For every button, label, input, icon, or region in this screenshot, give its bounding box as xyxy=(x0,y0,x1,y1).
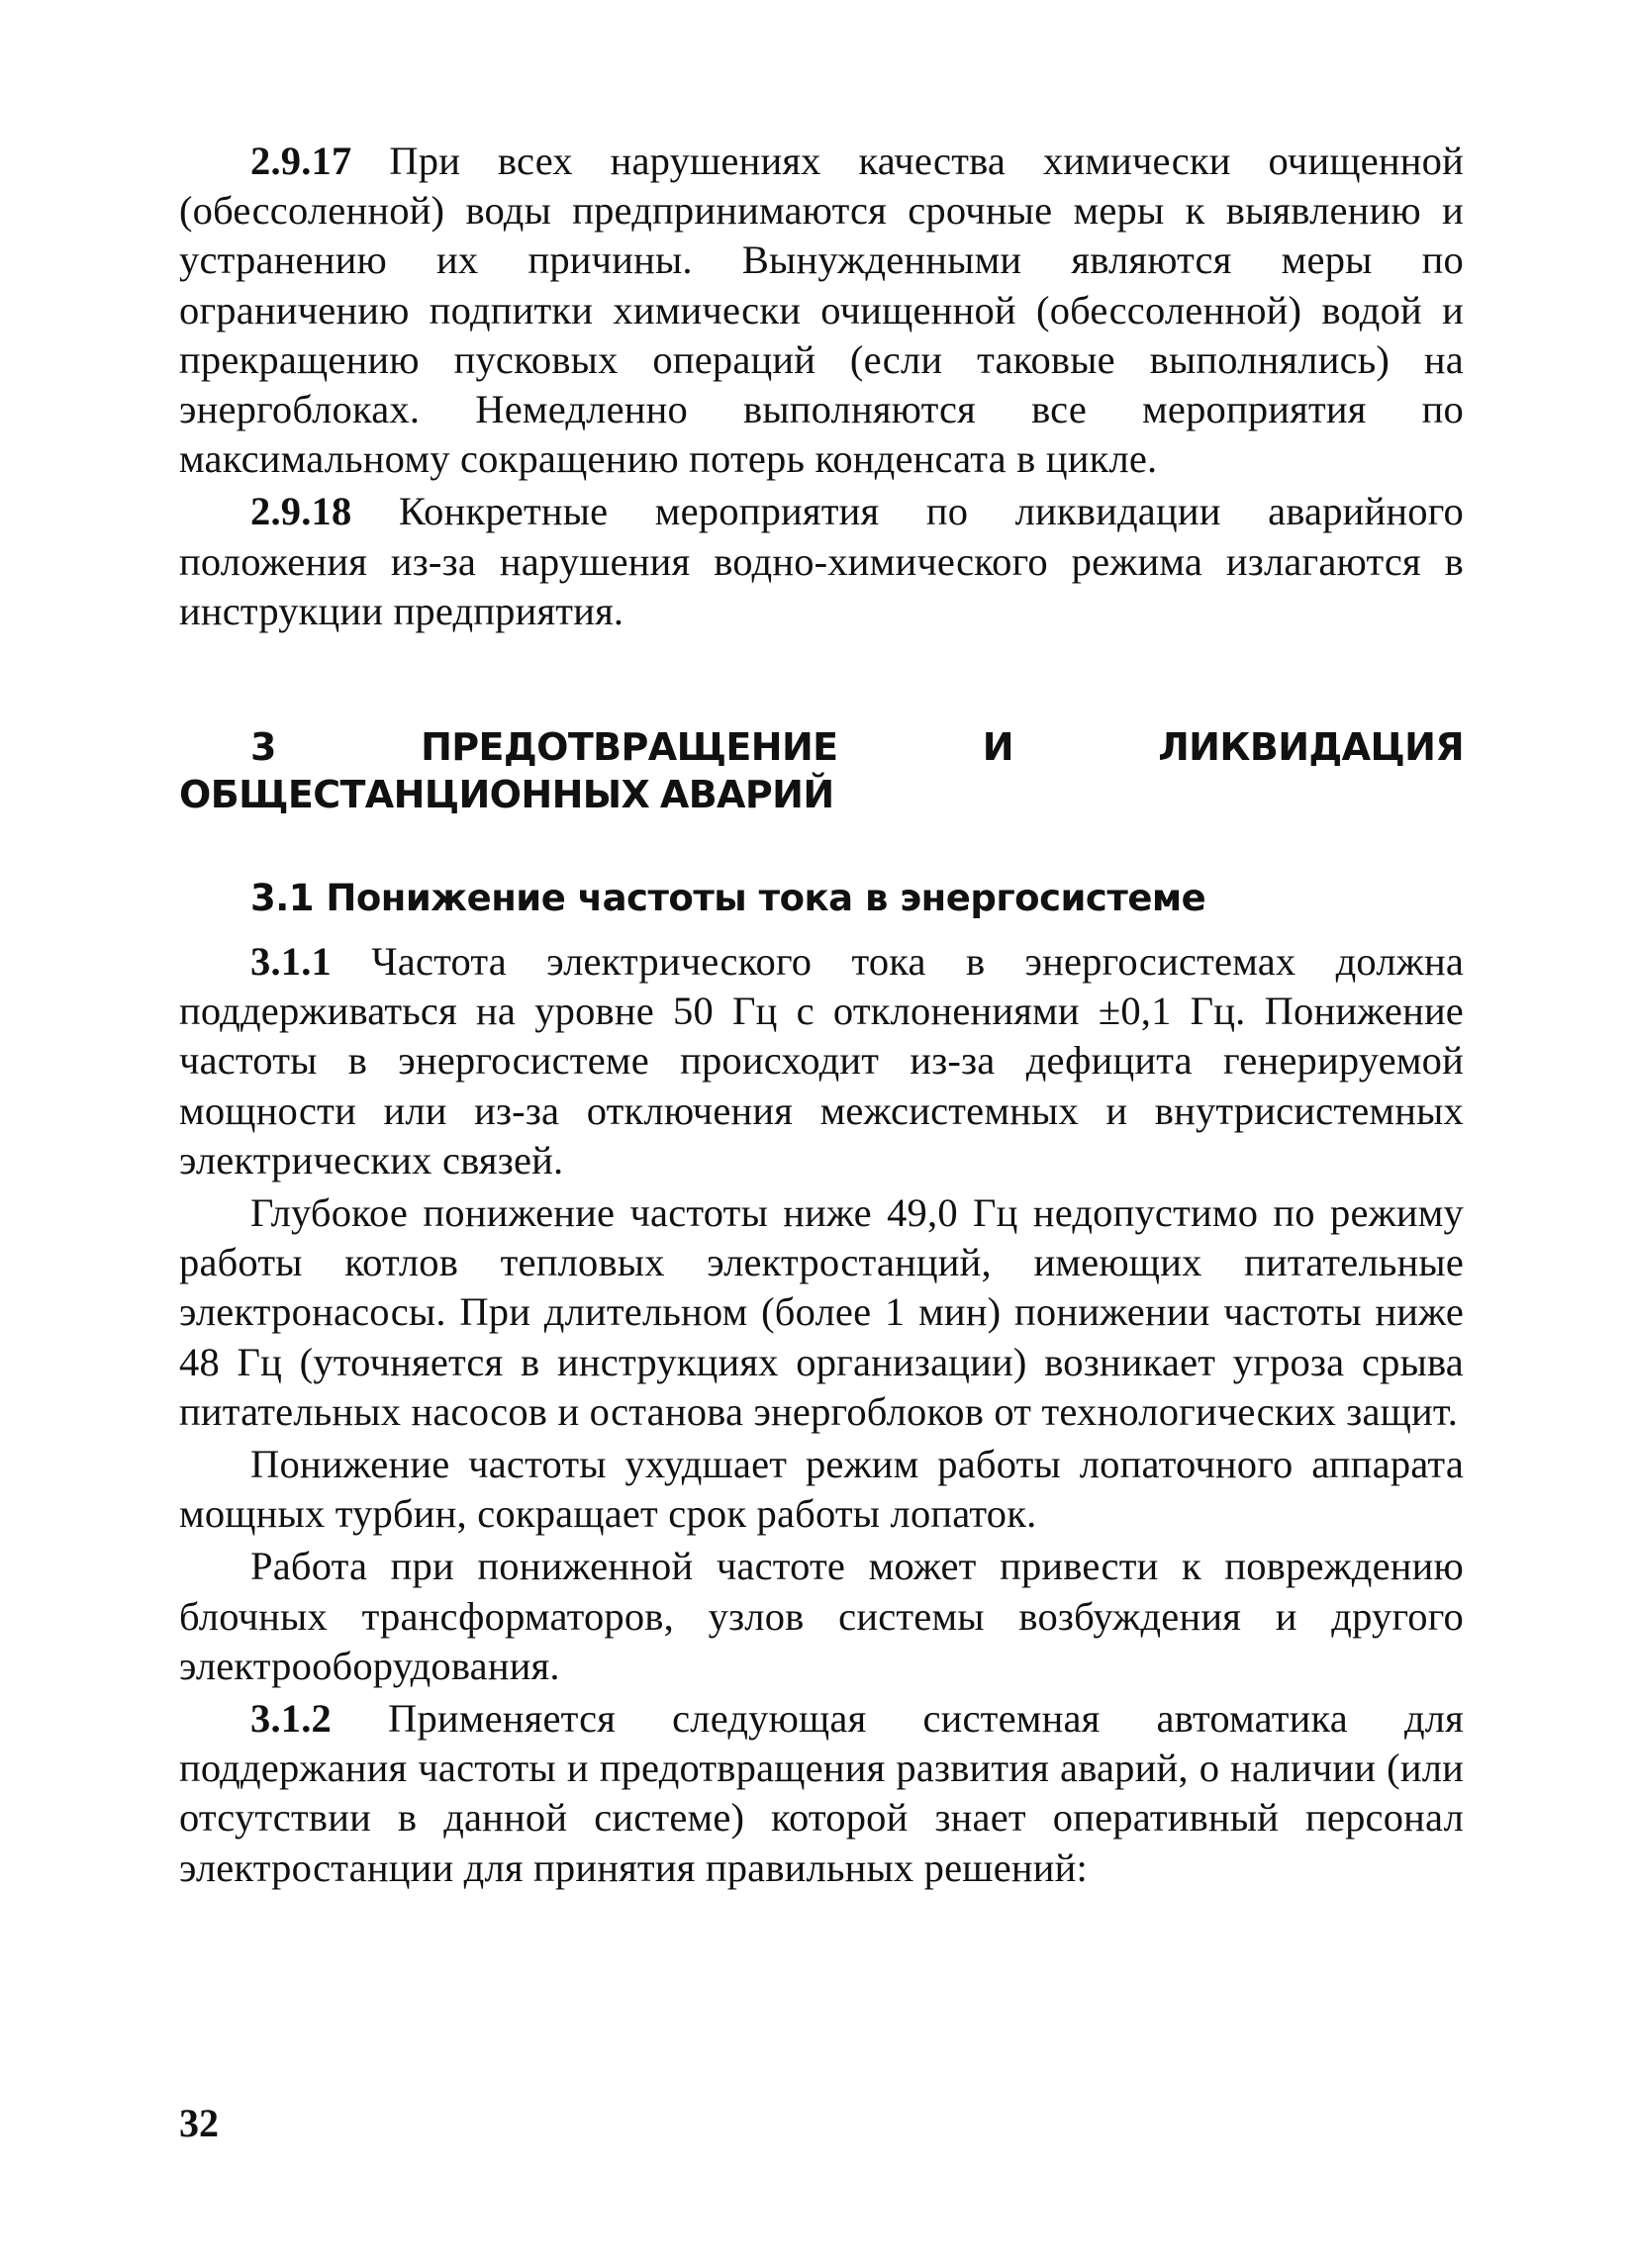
subsection-title: 3.1 Понижение частоты тока в энергосистеме xyxy=(250,877,1206,920)
paragraph-turbine-effect xyxy=(179,1440,1464,1539)
paragraph-text: Частота электрического тока в энергосистемах должна поддерживаться на уровне 50 Гц с отклонениями ±0,1 Гц. Понижение частоты в энергосистеме происходит из-за дефицита генерируемой мощности или из-за отключения межсистемных и внутрисистемных электрических связей. xyxy=(179,939,1464,1182)
page-number: 32 xyxy=(179,2101,219,2145)
paragraph-number: 3.1.1 xyxy=(250,939,332,985)
paragraph-text: Конкретные мероприятия по ликвидации аварийного положения из-за нарушения водно-химического режима излагаются в инструкции предприятия. xyxy=(179,489,1464,633)
paragraph-number: 2.9.18 xyxy=(250,489,352,534)
paragraph-text: Понижение частоты ухудшает режим работы лопаточного аппарата мощных турбин, сокращает срок работы лопаток. xyxy=(179,1442,1464,1537)
page-body xyxy=(179,137,1464,1896)
paragraph-text: Работа при пониженной частоте может привести к повреждению блочных трансформаторов, узлов системы возбуждения и другого электрооборудования. xyxy=(179,1544,1464,1688)
section-title: 3 ПРЕДОТВРАЩЕНИЕ И ЛИКВИДАЦИЯ ОБЩЕСТАНЦИОННЫХ АВАРИЙ xyxy=(179,725,1464,817)
paragraph-number: 2.9.17 xyxy=(250,139,352,183)
paragraph-frequency-drop xyxy=(179,1188,1464,1437)
paragraph-transformer-damage xyxy=(179,1542,1464,1691)
paragraph-text: Глубокое понижение частоты ниже 49,0 Гц недопустимо по режиму работы котлов тепловых электростанций, имеющих питательные электронасосы. При длительном (более 1 мин) понижении частоты ниже 48 Гц (уточняется в инструкциях организации) возникает угроза срыва питательных насосов и останова энергоблоков от технологических защит. xyxy=(179,1190,1464,1434)
paragraph-3-1-1 xyxy=(179,937,1464,1185)
paragraph-text: При всех нарушениях качества химически очищенной (обессоленной) воды предпринимаются срочные меры к выявлению и устранению их причины. Вынужденными являются меры по ограничению подпитки химически очищенной (обессоленной) водой и прекращению пусковых операций (если таковые выполнялись) на энергоблоках. Немедленно выполняются все мероприятия по максимальному сокращению потерь конденсата в цикле. xyxy=(179,139,1464,482)
paragraph-2-9-18 xyxy=(179,487,1464,636)
paragraph-2-9-17 xyxy=(179,137,1464,484)
paragraph-number: 3.1.2 xyxy=(250,1696,332,1742)
paragraph-text: Применяется следующая системная автоматика для поддержания частоты и предотвращения развития аварий, о наличии (или отсутствии в данной системе) которой знает оперативный персонал электростанции для принятия правильных решений: xyxy=(179,1696,1464,1890)
paragraph-3-1-2 xyxy=(179,1694,1464,1893)
